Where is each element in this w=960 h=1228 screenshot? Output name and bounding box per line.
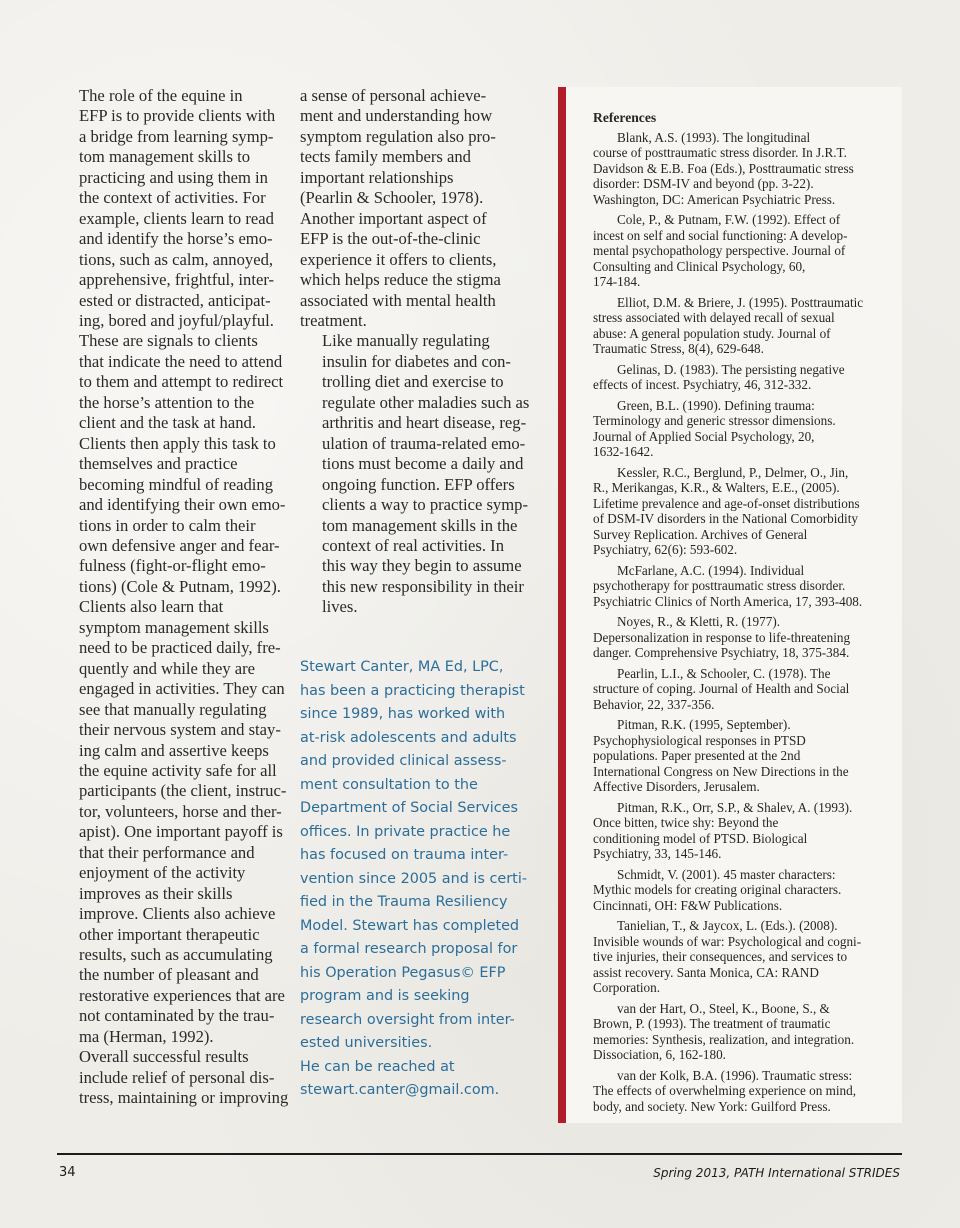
bio-line: has focused on trauma inter- [300,847,509,863]
paragraph [300,86,532,331]
reference-entry [593,130,893,208]
text-line: apist). One important payoff is [79,822,283,842]
reference-line: Pearlin, L.I., & Schooler, C. (1978). The [617,665,831,681]
text-line: tom management skills in the [322,515,518,535]
reference-line: body, and society. New York: Guilford Press. [593,1098,831,1114]
bio-line: offices. In private practice he [300,823,511,840]
author-email-link[interactable]: stewart.canter@gmail.com. [300,1082,500,1098]
paragraph [300,331,532,617]
text-line: client and the task at hand. [79,413,256,433]
text-line: see that manually regulating [79,699,267,719]
text-line: example, clients learn to read [79,208,274,228]
reference-line: abuse: A general population study. Journal of [593,325,831,341]
reference-entry [593,614,893,661]
text-line: clients a way to practice symp- [322,495,528,515]
reference-line: mental psychopathology perspective. Journal of [593,243,846,258]
author-bio [300,656,540,1103]
reference-line: Green, B.L. (1990). Defining trauma: [617,397,815,413]
text-line: restorative experiences that are [79,985,285,1005]
reference-entry [593,362,893,393]
reference-line: assist recovery. Santa Monica, CA: RAND [593,964,819,980]
bio-line: He can be reached at [300,1058,455,1075]
bio-line: and provided clinical assess- [300,753,507,769]
reference-line: Psychiatric Clinics of North America, 17, 393-408. [593,593,863,609]
reference-entry [593,666,893,713]
reference-line: Pitman, R.K., Orr, S.P., & Shalev, A. (1993). [617,799,853,815]
text-line: which helps reduce the stigma [300,270,501,290]
reference-line: Traumatic Stress, 8(4), 629-648. [593,341,764,356]
reference-entry [593,295,893,357]
reference-line: Brown, P. (1993). The treatment of traumatic [593,1016,831,1031]
paragraph [57,1047,289,1108]
bio-line: fied in the Trauma Resiliency [300,894,508,910]
references-list [593,110,893,1119]
reference-entry [593,212,893,290]
paragraph [57,86,286,597]
footer-rule [57,1153,902,1155]
text-line: tions must become a daily and [322,454,524,474]
text-line: Overall successful results [79,1047,249,1067]
text-line: enjoyment of the activity [79,863,246,883]
text-line: treatment. [300,310,367,330]
text-line: fulness (fight-or-flight emo- [79,556,266,576]
reference-line: Blank, A.S. (1993). The longitudinal [617,129,811,145]
reference-line: Pitman, R.K. (1995, September). [617,717,791,732]
text-line: their nervous system and stay- [79,720,281,740]
text-line: Clients also learn that [79,597,224,617]
text-line: Another important aspect of [300,208,487,228]
text-line: other important therapeutic [79,924,260,944]
reference-line: populations. Paper presented at the 2nd [593,748,801,763]
bio-line: at-risk adolescents and adults [300,729,517,746]
text-line: practicing and using them in [79,167,268,187]
text-line: EFP is the out-of-the-clinic [300,229,481,249]
reference-line: Dissociation, 6, 162-180. [593,1047,726,1062]
reference-entry [593,800,893,862]
text-line: the context of activities. For [79,188,266,208]
text-line: results, such as accumulating [79,945,273,965]
bio-line: a formal research proposal for [300,941,518,957]
reference-entry [593,563,893,610]
text-line: The role of the equine in [79,86,243,105]
text-line: a bridge from learning symp- [79,126,274,146]
text-line: (Pearlin & Schooler, 1978). [300,188,484,208]
text-line: need to be practiced daily, fre- [79,638,281,658]
text-line: that their performance and [79,842,255,862]
bio-line: program and is seeking [300,988,470,1004]
bio-line: research oversight from inter- [300,1011,515,1028]
text-line: Like manually regulating [322,331,490,351]
text-line: and identify the horse’s emo- [79,229,273,249]
text-line: insulin for diabetes and con- [322,351,511,371]
bio-line: ment consultation to the [300,776,478,793]
text-line: the horse’s attention to the [79,392,255,412]
text-line: becoming mindful of reading [79,474,274,494]
reference-line: conditioning model of PTSD. Biological [593,830,808,846]
text-line: ulation of trauma-related emo- [322,433,526,453]
reference-line: Cincinnati, OH: F&W Publications. [593,897,783,913]
text-line: participants (the client, instruc- [79,781,287,801]
reference-line: Mythic models for creating original characters. [593,882,842,897]
text-line: a sense of personal achieve- [300,86,487,105]
page-number: 34 [59,1165,76,1180]
reference-line: Consulting and Clinical Psychology, 60, [593,258,806,274]
reference-entry [593,465,893,558]
reference-line: tive injuries, their consequences, and services to [593,949,848,964]
reference-line: psychotherapy for posttraumatic stress disorder. [593,578,846,593]
reference-line: of DSM-IV disorders in the National Comorbidity [593,511,858,526]
reference-line: Corporation. [593,980,661,995]
reference-line: The effects of overwhelming experience on mind, [593,1083,857,1098]
reference-entry [593,717,893,795]
reference-line: Depersonalization in response to life-threatening [593,629,851,645]
paragraph [57,597,287,1047]
references-accent-bar [558,87,566,1123]
reference-line: International Congress on New Directions in the [593,763,849,779]
text-line: regulate other maladies such as [322,392,530,412]
bio-line: has been a practicing therapist [300,682,525,699]
text-line: tions) (Cole & Putnam, 1992). [79,576,281,596]
reference-line: Terminology and generic stressor dimensions. [593,413,836,428]
reference-line: Once bitten, twice shy: Beyond the [593,815,779,830]
text-line: associated with mental health [300,290,496,310]
reference-line: Lifetime prevalence and age-of-onset distributions [593,495,860,511]
text-line: this new responsibility in their [322,576,524,596]
reference-entry [593,398,893,460]
text-line: tress, maintaining or improving [79,1088,289,1108]
reference-line: stress associated with delayed recall of sexual [593,310,835,325]
text-line: ment and understanding how [300,106,493,126]
reference-entry [593,1001,893,1063]
article-column-1 [57,86,289,1109]
reference-line: effects of incest. Psychiatry, 46, 312-332. [593,377,812,392]
reference-line: Invisible wounds of war: Psychological and cogni- [593,933,862,949]
reference-entry [593,867,893,914]
reference-line: Davidson & E.B. Foa (Eds.), Posttraumatic stress [593,160,854,176]
text-line: and identifying their own emo- [79,495,286,515]
text-line: EFP is to provide clients with [79,106,276,126]
reference-line: danger. Comprehensive Psychiatry, 18, 375-384. [593,645,850,660]
text-line: own defensive anger and fear- [79,535,280,555]
text-line: context of real activities. In [322,535,504,555]
reference-line: Psychiatry, 62(6): 593-602. [593,542,738,557]
reference-line: Cole, P., & Putnam, F.W. (1992). Effect of [617,212,841,227]
text-line: lives. [322,597,358,617]
reference-line: Elliot, D.M. & Briere, J. (1995). Posttraumatic [617,294,864,310]
reference-line: structure of coping. Journal of Health and Social [593,681,850,696]
text-line: improve. Clients also achieve [79,904,276,924]
reference-line: Survey Replication. Archives of General [593,526,808,542]
bio-line: ested universities. [300,1035,433,1051]
reference-entry [593,1068,893,1115]
reference-entry [593,918,893,996]
text-line: the number of pleasant and [79,965,259,985]
reference-line: Schmidt, V. (2001). 45 master characters: [617,866,836,882]
reference-line: Psychiatry, 33, 145-146. [593,846,722,861]
bio-line: Department of Social Services [300,800,519,816]
text-line: experience it offers to clients, [300,249,497,269]
text-line: important relationships [300,167,454,187]
reference-line: incest on self and social functioning: A develop- [593,227,848,243]
text-line: tom management skills to [79,147,250,167]
references-heading: References [593,110,657,125]
text-line: symptom regulation also pro- [300,126,496,146]
text-line: this way they begin to assume [322,556,522,576]
reference-line: Tanielian, T., & Jaycox, L. (Eds.). (2008). [617,918,838,933]
reference-line: van der Hart, O., Steel, K., Boone, S., & [617,1000,830,1016]
reference-line: van der Kolk, B.A. (1996). Traumatic stress: [617,1067,853,1083]
bio-line: his Operation Pegasus© EFP [300,964,506,981]
text-line: apprehensive, frightful, inter- [79,270,275,290]
text-line: include relief of personal dis- [79,1067,275,1087]
reference-line: 174-184. [593,274,641,289]
reference-line: McFarlane, A.C. (1994). Individual [617,562,805,578]
reference-line: R., Merikangas, K.R., & Walters, E.E., (2005). [593,480,840,495]
text-line: the equine activity safe for all [79,760,277,780]
reference-line: Journal of Applied Social Psychology, 20, [593,428,815,444]
reference-line: memories: Synthesis, realization, and integration. [593,1031,855,1047]
text-line: ested or distracted, anticipat- [79,290,271,310]
bio-line: since 1989, has worked with [300,706,506,722]
text-line: improves as their skills [79,883,233,903]
text-line: that indicate the need to attend [79,351,283,371]
text-line: to them and attempt to redirect [79,372,284,392]
text-line: ongoing function. EFP offers [322,474,515,494]
text-line: ma (Herman, 1992). [79,1026,214,1046]
text-line: tions in order to calm their [79,515,256,535]
reference-line: Gelinas, D. (1983). The persisting negative [617,361,845,377]
text-line: tor, volunteers, horse and ther- [79,801,282,821]
reference-line: Kessler, R.C., Berglund, P., Delmer, O., Jin, [617,464,849,480]
text-line: quently and while they are [79,658,256,678]
running-footer: Spring 2013, PATH International STRIDES [653,1166,900,1180]
reference-line: Noyes, R., & Kletti, R. (1977). [617,614,781,629]
reference-line: Behavior, 22, 337-356. [593,696,715,712]
text-line: engaged in activities. They can [79,679,285,699]
reference-line: Affective Disorders, Jerusalem. [593,779,760,794]
text-line: tects family members and [300,147,471,167]
text-line: tions, such as calm, annoyed, [79,249,274,269]
text-line: Clients then apply this task to [79,433,276,453]
reference-line: disorder: DSM-IV and beyond (pp. 3-22). [593,176,814,191]
text-line: These are signals to clients [79,331,258,351]
text-line: trolling diet and exercise to [322,372,504,392]
bio-line: vention since 2005 and is certi- [300,870,528,887]
text-line: ing, bored and joyful/playful. [79,310,274,330]
text-line: not contaminated by the trau- [79,1006,275,1026]
text-line: symptom management skills [79,617,269,637]
text-line: themselves and practice [79,454,238,474]
article-column-2 [300,86,532,618]
reference-line: Psychophysiological responses in PTSD [593,732,806,748]
bio-line: Model. Stewart has completed [300,917,520,934]
text-line: arthritis and heart disease, reg- [322,413,527,433]
reference-line: course of posttraumatic stress disorder. In J.R.T. [593,145,847,160]
reference-line: 1632-1642. [593,444,654,459]
bio-line: Stewart Canter, MA Ed, LPC, [300,659,504,675]
reference-line: Washington, DC: American Psychiatric Press. [593,191,836,207]
text-line: ing calm and assertive keeps [79,740,269,760]
